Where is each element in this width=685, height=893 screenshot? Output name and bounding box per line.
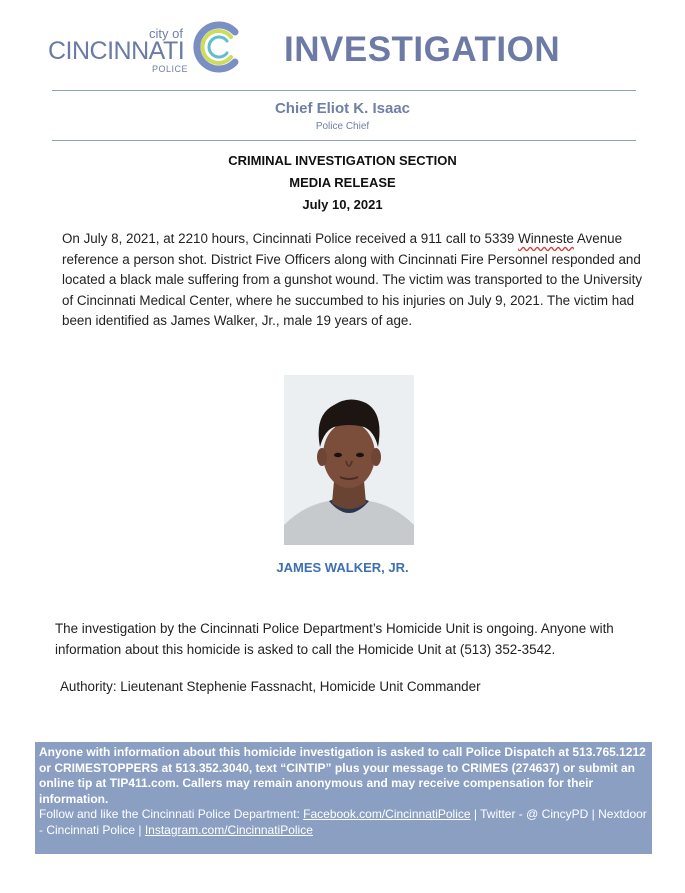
misspelled-street-name: Winneste bbox=[518, 231, 574, 246]
header-divider-top bbox=[52, 90, 636, 91]
header-divider-bottom bbox=[52, 140, 636, 141]
incident-text-start: On July 8, 2021, at 2210 hours, Cincinnati Police received a 911 call to 5339 bbox=[62, 231, 519, 246]
authority-line: Authority: Lieutenant Stephenie Fassnacht, Homicide Unit Commander bbox=[60, 679, 481, 694]
release-date: July 10, 2021 bbox=[302, 197, 383, 212]
investigation-paragraph: The investigation by the Cincinnati Police Department’s Homicide Unit is ongoing. Anyone with information about this homicide is asked to call the Homicide Unit at (513) 352-3542. bbox=[55, 621, 614, 657]
page-title: INVESTIGATION bbox=[284, 30, 561, 69]
release-type: MEDIA RELEASE bbox=[289, 175, 396, 190]
chief-title: Police Chief bbox=[315, 121, 370, 132]
section-heading: CRIMINAL INVESTIGATION SECTION bbox=[228, 153, 457, 168]
instagram-link[interactable]: Instagram.com/CincinnatiPolice bbox=[144, 822, 313, 837]
tip-info-text: Anyone with information about this homicide investigation is asked to call Police Dispatch at 513.765.1212 or CRIMESTOPPERS at 513.352.3040, text “CINTIP” plus your message to CRIMES (274637) or submit an online tip at TIP411.com. Callers may remain anonymous and may receive compensation for their information. bbox=[39, 745, 646, 806]
follow-prefix: Follow and like the Cincinnati Police Department: bbox=[39, 807, 304, 821]
cincinnati-c-logo-icon bbox=[189, 20, 245, 74]
social-middle-text: | Twitter - @ CincyPD | Nextdoor - Cincinnati Police | bbox=[39, 807, 647, 837]
incident-text-end: Avenue reference a person shot. District Five Officers along with Cincinnati Fire Personnel responded and located a black male suffering from a gunshot wound. The victim was transported to the University of Cincinnati Medical Center, where he succumbed to his injuries on July 9, 2021. The victim had been identified as James Walker, Jr., male 19 years of age. bbox=[62, 231, 643, 328]
logo-city-text: city of bbox=[149, 26, 183, 41]
logo-name-text: CINCINNATI bbox=[48, 37, 185, 65]
tip-info-box bbox=[35, 742, 652, 854]
victim-photo bbox=[284, 375, 414, 545]
incident-paragraph bbox=[62, 229, 652, 332]
chief-name: Chief Eliot K. Isaac bbox=[274, 100, 411, 117]
photo-caption: JAMES WALKER, JR. bbox=[276, 560, 409, 575]
facebook-link[interactable]: Facebook.com/CincinnatiPolice bbox=[303, 807, 471, 821]
logo-police-text: POLICE bbox=[152, 64, 189, 74]
